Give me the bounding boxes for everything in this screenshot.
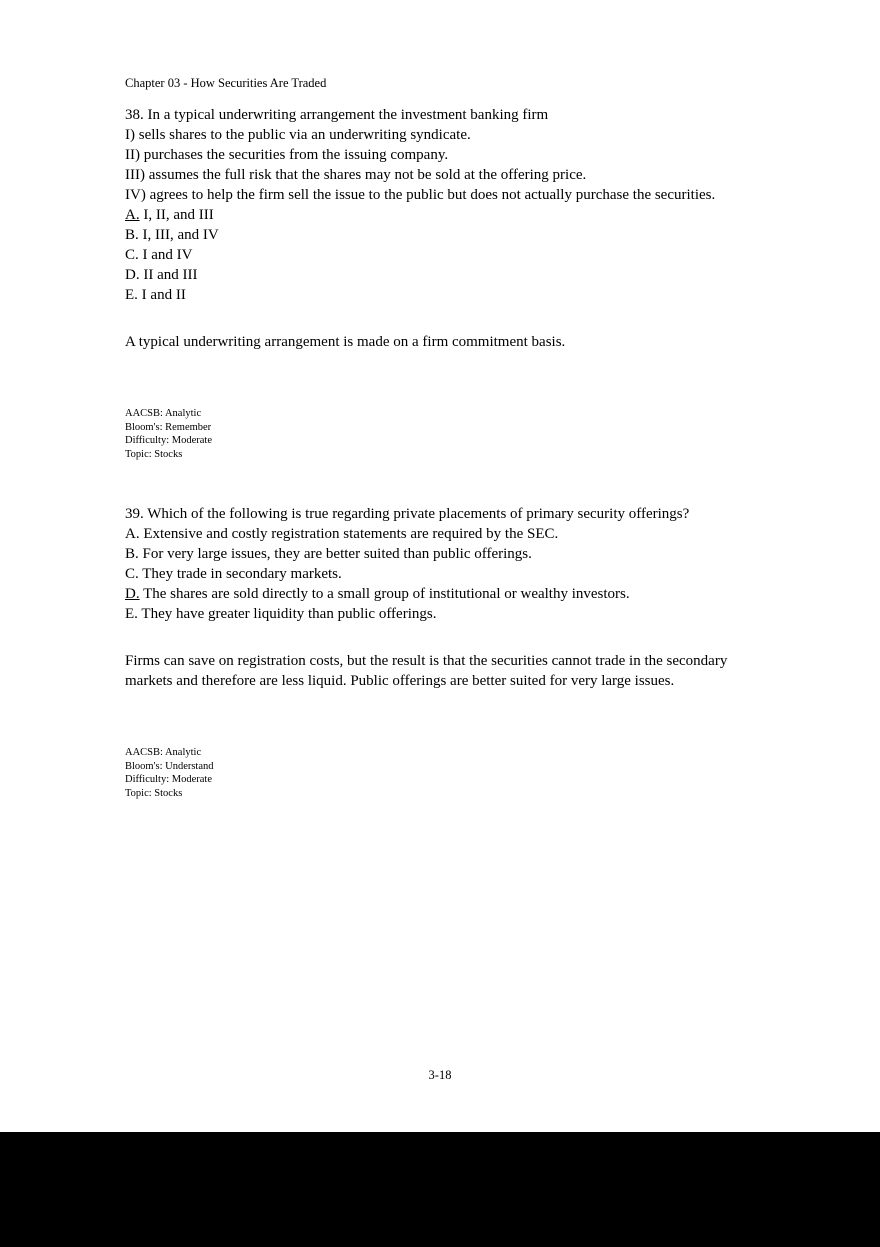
choice-text: I and IV: [142, 247, 193, 263]
explanation-text: A typical underwriting arrangement is made on a firm commitment basis.: [125, 334, 566, 350]
choice-text: They have greater liquidity than public offerings.: [141, 606, 437, 622]
roman-item: I) sells shares to the public via an underwriting syndicate.: [125, 127, 471, 143]
meta-blooms: Bloom's: Remember: [125, 421, 212, 433]
choice-text: I, II, and III: [143, 207, 214, 223]
meta-difficulty: Difficulty: Moderate: [125, 774, 212, 785]
meta-aacsb: AACSB: Analytic: [125, 747, 202, 758]
meta-blooms: Bloom's: Understand: [125, 760, 214, 772]
answer-choice: [125, 524, 755, 544]
chapter-header: Chapter 03 - How Securities Are Traded: [125, 76, 327, 90]
choice-letter: C.: [125, 247, 139, 263]
meta-aacsb: AACSB: Analytic: [125, 408, 202, 419]
choice-text: For very large issues, they are better suited than public offerings.: [142, 546, 532, 562]
answer-choice: [125, 604, 755, 624]
meta-topic: Topic: Stocks: [125, 787, 183, 799]
answer-choice: [125, 205, 755, 225]
question-38: [125, 105, 755, 461]
answer-choice: [125, 265, 755, 285]
explanation-text: Firms can save on registration costs, but the result is that the securities cannot trade in the secondary markets and therefore are less liquid. Public offerings are better suited for very large issues.: [125, 653, 728, 689]
answer-choice: [125, 225, 755, 245]
choice-letter: C.: [125, 566, 139, 582]
choice-letter: B.: [125, 227, 139, 243]
choice-text: The shares are sold directly to a small group of institutional or wealthy investors.: [143, 586, 630, 602]
meta-difficulty: Difficulty: Moderate: [125, 435, 212, 446]
meta-topic: Topic: Stocks: [125, 448, 183, 460]
question-stem: 39. Which of the following is true regarding private placements of primary security offerings?: [125, 506, 690, 522]
choice-letter: D.: [125, 586, 140, 602]
choice-letter: D.: [125, 267, 140, 283]
question-metadata: [125, 746, 755, 800]
question-metadata: [125, 407, 755, 461]
bottom-black-bar: [0, 1132, 880, 1247]
question-39: [125, 504, 755, 800]
choice-letter: E.: [125, 606, 138, 622]
choice-letter: E.: [125, 287, 138, 303]
choice-text: I, III, and IV: [142, 227, 219, 243]
choice-text: Extensive and costly registration statements are required by the SEC.: [143, 526, 559, 542]
choice-text: They trade in secondary markets.: [142, 566, 342, 582]
answer-choice: [125, 584, 755, 604]
answer-choice: [125, 564, 755, 584]
question-stem: 38. In a typical underwriting arrangement the investment banking firm: [125, 107, 549, 123]
choice-letter: B.: [125, 546, 139, 562]
answer-choice: [125, 285, 755, 305]
roman-item: II) purchases the securities from the issuing company.: [125, 147, 449, 163]
choice-text: I and II: [141, 287, 186, 303]
roman-item: III) assumes the full risk that the shares may not be sold at the offering price.: [125, 167, 587, 183]
choice-text: II and III: [143, 267, 198, 283]
page-number: 3-18: [428, 1068, 452, 1082]
roman-item: IV) agrees to help the firm sell the issue to the public but does not actually purchase the securities.: [125, 187, 716, 203]
answer-choice: [125, 544, 755, 564]
choice-letter: A.: [125, 526, 140, 542]
choice-letter: A.: [125, 207, 140, 223]
answer-choice: [125, 245, 755, 265]
